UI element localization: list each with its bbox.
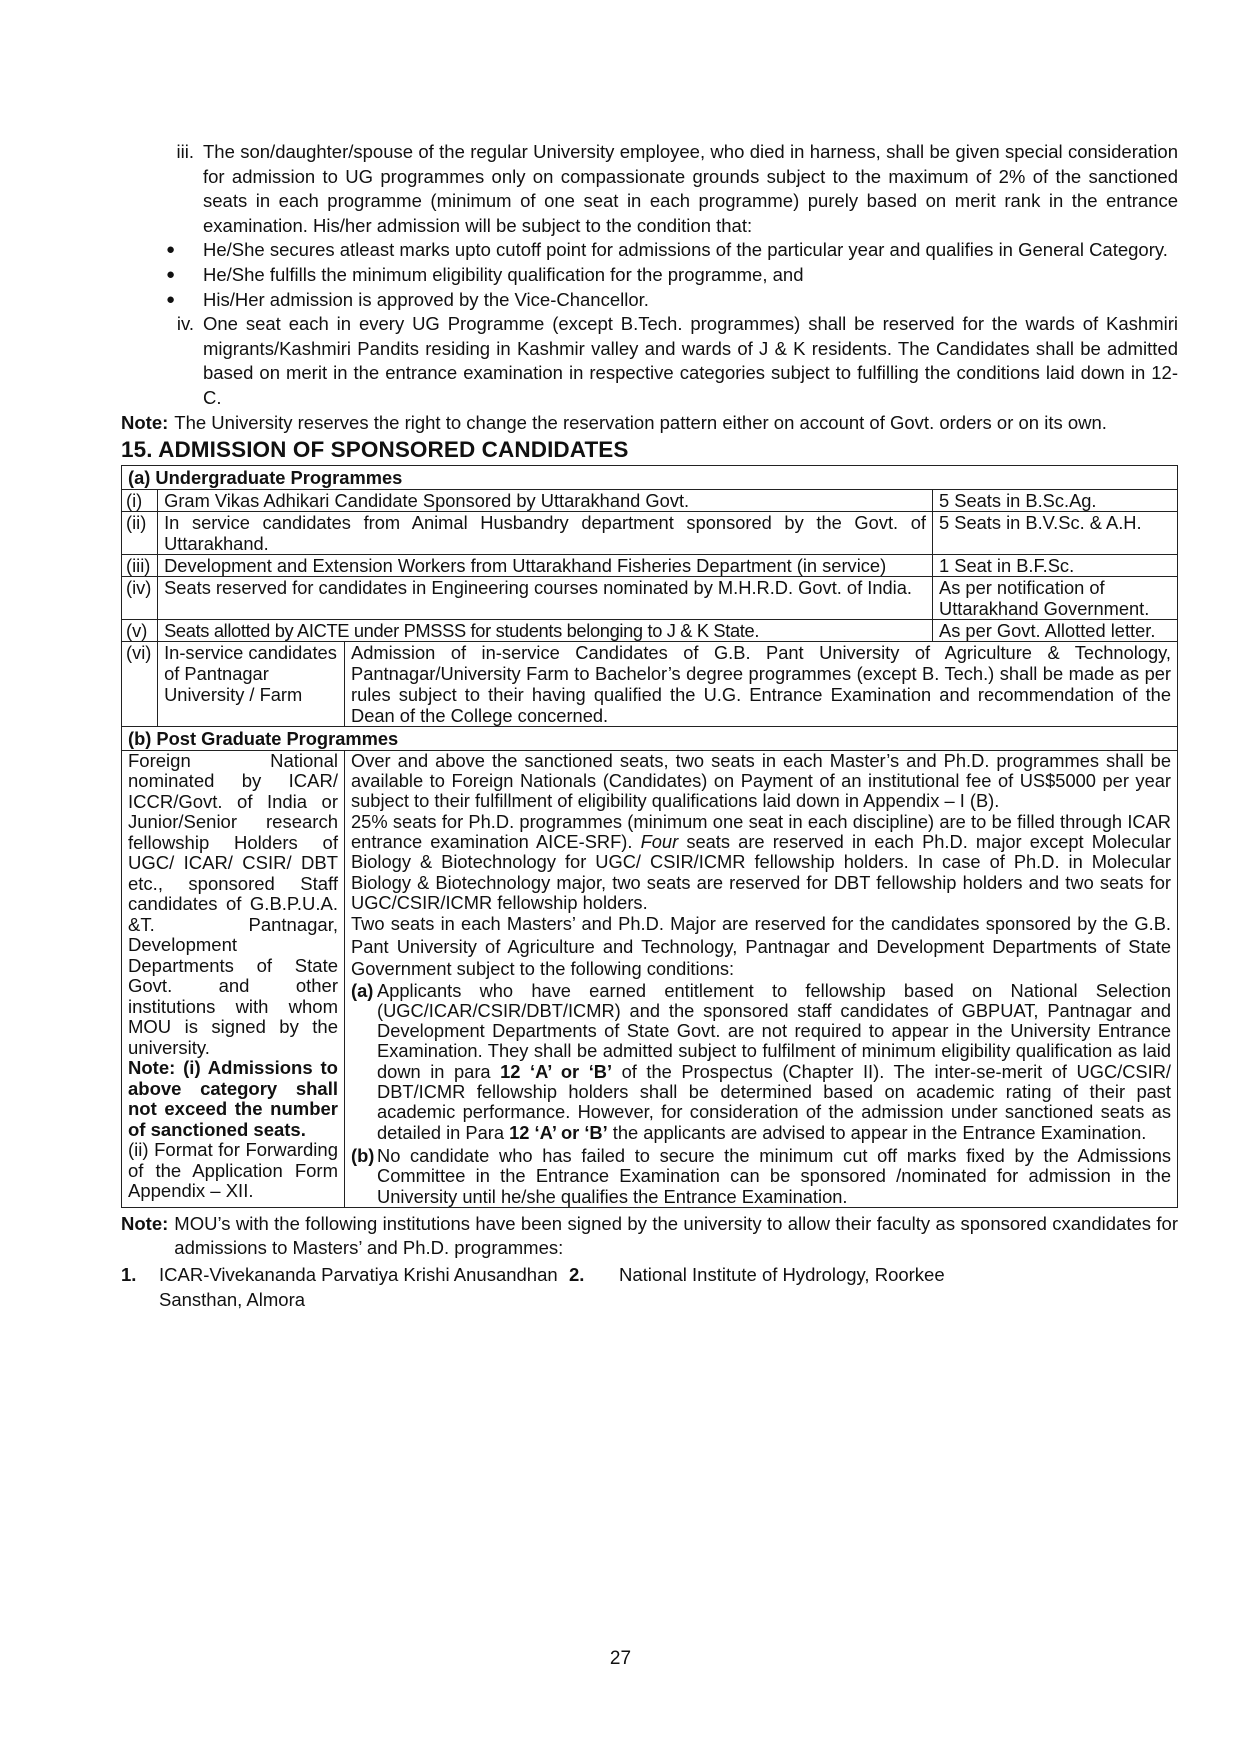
table-row (122, 641, 1178, 726)
row-description: Development and Extension Workers from Uttarakhand Fisheries Department (in service) (158, 554, 933, 576)
note-label: Note: (121, 1212, 169, 1234)
note-label: Note: (121, 411, 169, 433)
pg-foreign-nationals: Over and above the sanctioned seats, two seats in each Master’s and Ph.D. programmes shall be available to Foreign Nationals (Candidates) on Payment of an institutional fee of US$5000 per year subject to their fulfillment of eligibility qualifications laid down in Appendix – I (B). (351, 749, 1171, 812)
mou-note (121, 1212, 1178, 1261)
row-seats: As per Govt. Allotted letter. (933, 619, 1178, 641)
bullet-text: He/She secures atleast marks upto cutoff point for admissions of the particular year and qualifies in General Category. (203, 239, 1168, 261)
cond-a-text-2: of the Prospectus (Chapter II). The inter-se-merit of UGC/CSIR/ DBT/ICMR fellowship holders shall be determined based on academic rating of their past academic performance. However, for consideration of the admission under sanctioned seats as detailed in Para (377, 1060, 1171, 1143)
condition-bullet (121, 238, 1178, 263)
row-number: (i) (122, 489, 158, 511)
row-seats: As per notification of Uttarakhand Government. (933, 576, 1178, 619)
condition-b (351, 1146, 1171, 1207)
note-text: MOU’s with the following institutions have been signed by the university to allow their faculty as sponsored cxandidates for admissions to Masters’ and Ph.D. programmes: (174, 1212, 1178, 1259)
pg-left-text: Foreign National nominated by ICAR/ ICCR/Govt. of India or Junior/Senior research fellowship Holders of UGC/ ICAR/ CSIR/ DBT etc., sponsored Staff candidates of G.B.P.U.A. &T. Pantnagar, Development Departments of State Govt. and other institutions with whom MOU is signed by the university. (128, 749, 338, 1058)
item-text: One seat each in every UG Programme (except B.Tech. programmes) shall be reserved for the wards of Kashmiri migrants/Kashmiri Pandits residing in Kashmir valley and wards of J & K residents. The Candidates shall be admitted based on merit in the entrance examination in respective categories subject to fulfilling the conditions laid down in 12-C. (203, 313, 1178, 408)
bullet-text: He/She fulfills the minimum eligibility qualification for the programme, and (203, 263, 804, 285)
condition-text: No candidate who has failed to secure the minimum cut off marks fixed by the Admissions Committee in the Entrance Examination can be sponsored /nominated for admission in the University until he/she qualifies the Entrance Examination. (377, 1144, 1171, 1207)
pg-left-note2: (ii) Format for Forwarding of the Application Form Appendix – XII. (128, 1139, 338, 1202)
reservation-item-iii (121, 140, 1178, 238)
list-item-number: 1. (121, 1264, 137, 1286)
pg-phd-italic: Four (640, 830, 679, 852)
pg-phd-text-b: seats are reserved in each Ph.D. major except Molecular Biology & Biotechnology for UGC/ CSIR/ICMR fellowship holders. In case of Ph.D. in Molecular Biology & Biotechnology major, two seats are reserved for DBT fellowship holders and two seats for UGC/CSIR/ICMR fellowship holders. (351, 830, 1171, 913)
cond-a-bold-2: 12 ‘A’ or ‘B’ (509, 1121, 608, 1143)
item-label: iv. (176, 313, 194, 335)
pg-phd-text-a: 25% seats for Ph.D. programmes (minimum one seat in each discipline) are to be filled through ICAR entrance examination AICE-SRF). (351, 810, 1171, 852)
table-row (122, 619, 1178, 641)
table-row (122, 489, 1178, 511)
sponsored-candidates-table (121, 465, 1178, 1208)
item-text: The son/daughter/spouse of the regular University employee, who died in harness, shall be given special consideration for admission to UG programmes only on compassionate grounds subject to the maximum of 2% of the sanctioned seats in each programme (minimum of one seat in each programme) purely based on merit rank in the entrance examination. His/her admission will be subject to the condition that: (203, 141, 1178, 236)
table-row (122, 554, 1178, 576)
cond-a-bold-1: 12 ‘A’ or ‘B’ (500, 1060, 613, 1082)
row-number: (ii) (122, 511, 158, 554)
condition-bullet (121, 288, 1178, 313)
list-item: ICAR-Vivekananda Parvatiya Krishi Anusandhan Sansthan, Almora (159, 1264, 558, 1310)
bullet-icon: ● (166, 241, 176, 259)
pg-provisions (345, 750, 1178, 1207)
table-row (122, 576, 1178, 619)
page-number: 27 (609, 1648, 632, 1669)
condition-bullet (121, 263, 1178, 288)
condition-label: (b) (351, 1144, 375, 1166)
row-description: Gram Vikas Adhikari Candidate Sponsored by Uttarakhand Govt. (158, 489, 933, 511)
note-text: The University reserves the right to change the reservation pattern either on account of Govt. orders or on its own. (174, 411, 1107, 433)
row-seats: 5 Seats in B.Sc.Ag. (933, 489, 1178, 511)
reservation-item-iv (121, 312, 1178, 410)
condition-a (351, 981, 1171, 1143)
row-description: Seats allotted by AICTE under PMSSS for students belonging to J & K State. (158, 619, 933, 641)
ug-header: (a) Undergraduate Programmes (122, 465, 1178, 489)
condition-text (377, 981, 1171, 1143)
condition-label: (a) (351, 979, 374, 1001)
section-heading: 15. ADMISSION OF SPONSORED CANDIDATES (121, 437, 629, 463)
document-page (121, 140, 1178, 1312)
cond-a-text-1: Applicants who have earned entitlement to fellowship based on National Selection (UGC/ICAR/CSIR/DBT/ICMR) and the sponsored staff candidates of GBPUAT, Pantnagar and Development Departments of State Govt. are not required to appear in the University Entrance Examination. They shall be admitted subject to fulfilment of minimum eligibility qualification as laid down in para (377, 979, 1171, 1082)
row-description: Seats reserved for candidates in Engineering courses nominated by M.H.R.D. Govt. of India. (158, 576, 933, 619)
row-number: (iv) (122, 576, 158, 619)
pg-left-note: Note: (i) Admissions to above category shall not exceed the number of sanctioned seats. (128, 1057, 338, 1140)
list-item: National Institute of Hydrology, Roorkee (619, 1264, 945, 1286)
pg-sponsored-seats: Two seats in each Masters’ and Ph.D. Major are reserved for the candidates sponsored by the G.B. Pant University of Agriculture and Technology, Pantnagar and Development Departments of State Government subject to the following conditions: (351, 913, 1171, 980)
row-who: In-service candidates of Pantnagar University / Farm (158, 641, 345, 726)
cond-a-text-3: the applicants are advised to appear in the Entrance Examination. (612, 1121, 1147, 1143)
pg-row (122, 750, 1178, 1207)
table-row (122, 511, 1178, 554)
bullet-icon: ● (166, 265, 176, 283)
mou-list (121, 1263, 1178, 1312)
pg-header: (b) Post Graduate Programmes (122, 726, 1178, 750)
row-seats: 5 Seats in B.V.Sc. & A.H. (933, 511, 1178, 554)
row-number: (vi) (122, 641, 158, 726)
row-description: In service candidates from Animal Husbandry department sponsored by the Govt. of Uttarakhand. (158, 511, 933, 554)
row-number: (v) (122, 619, 158, 641)
row-description: Admission of in-service Candidates of G.B. Pant University of Agriculture & Technology, Pantnagar/University Farm to Bachelor’s degree programmes (except B. Tech.) shall be made as per rules subject to their having qualified the U.G. Entrance Examination and recommendation of the Dean of the College concerned. (345, 641, 1178, 726)
reservation-note (121, 411, 1178, 436)
pg-eligible-categories (122, 750, 345, 1207)
row-number: (iii) (122, 554, 158, 576)
item-label: iii. (176, 141, 194, 162)
bullet-text: His/Her admission is approved by the Vice-Chancellor. (203, 288, 649, 310)
row-seats: 1 Seat in B.F.Sc. (933, 554, 1178, 576)
bullet-icon: ● (166, 290, 176, 308)
pg-phd-seats (351, 812, 1171, 913)
list-item-number: 2. (569, 1264, 585, 1286)
